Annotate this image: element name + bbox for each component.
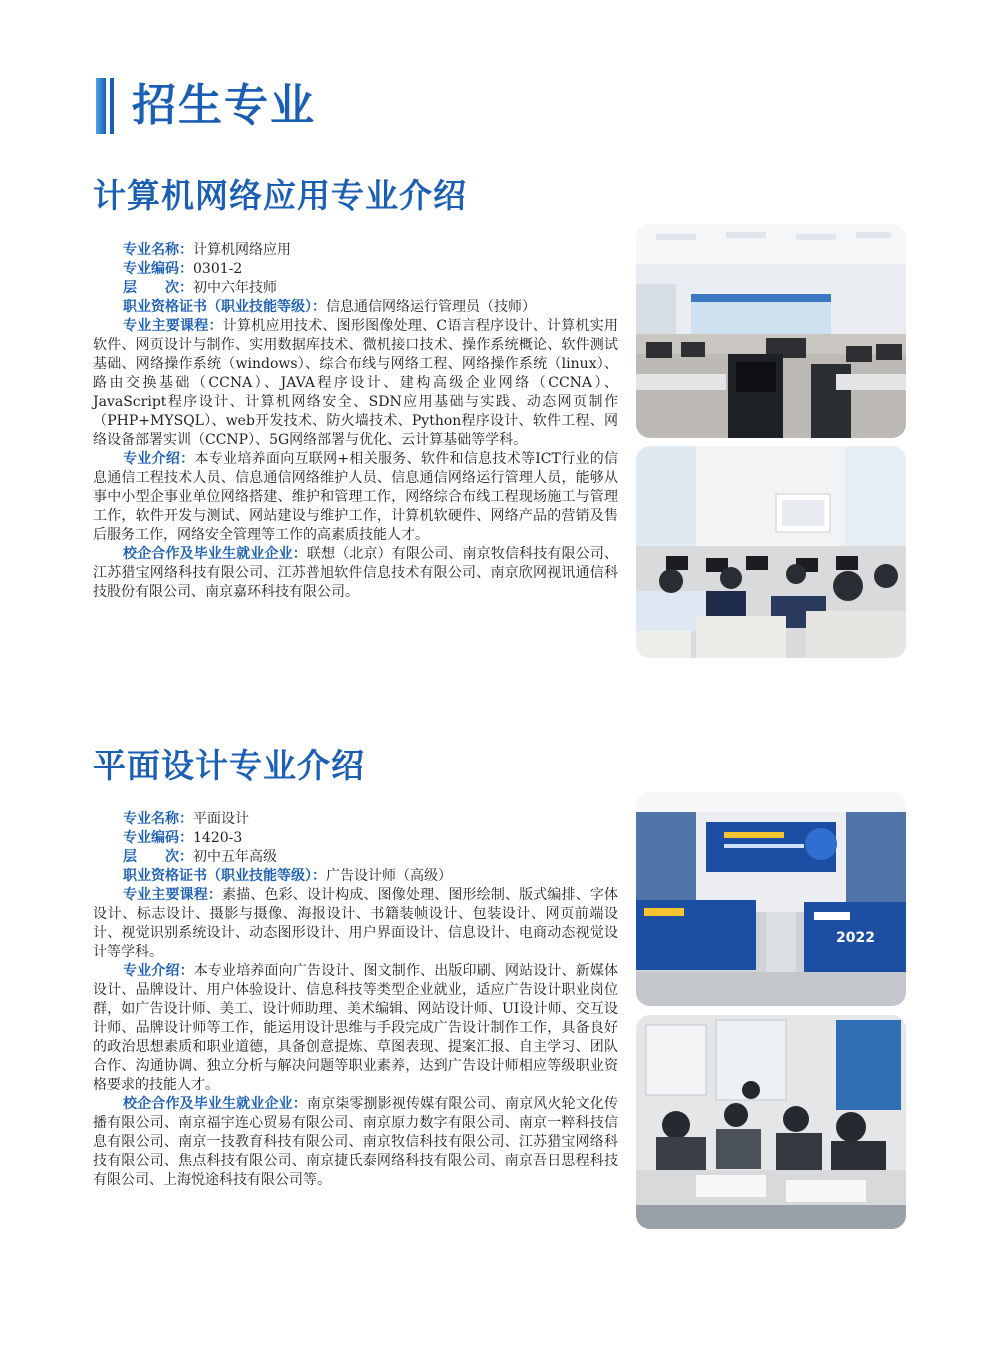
section-title-graphic-design: 平面设计专业介绍 (93, 746, 365, 785)
major-code-row (93, 260, 618, 279)
major-intro-para (93, 450, 618, 545)
major-courses-para (93, 886, 618, 962)
competition-hall-photo (636, 792, 906, 1006)
major-level-row (93, 279, 618, 298)
major-partners-value: 南京柒零捌影视传媒有限公司、南京风火轮文化传播有限公司、南京福宇连心贸易有限公司、南京原力数字有限公司、南京一粹科技信息有限公司、南京一技教育科技有限公司、南京牧信科技有限公司、江苏猎宝网络科技有限公司、焦点科技有限公司、南京捷氏泰网络科技有限公司、南京吾日思程科技有限公司、上海悦途科技有限公司等。 (93, 1096, 619, 1188)
major-intro-label: 专业介绍： (123, 963, 194, 979)
students-drawing-image (636, 1015, 906, 1229)
major-cert-label: 职业资格证书（职业技能等级）： (123, 868, 326, 884)
header-accent-bar-thin (110, 78, 114, 134)
major-courses-value: 素描、色彩、设计构成、图像处理、图形绘制、版式编排、字体设计、标志设计、摄影与摄像、海报设计、书籍装帧设计、包装设计、网页前端设计、视觉识别系统设计、动态图形设计、用户界面设计、信息设计、电商动态视觉设计等学科。 (93, 887, 619, 960)
major-name-label: 专业名称： (123, 811, 193, 827)
competition-hall-image (636, 792, 906, 1006)
major-cert-value: 广告设计师（高级） (326, 868, 452, 884)
section-info-graphic-design (93, 810, 618, 1190)
major-level-label: 层 次： (123, 849, 193, 865)
students-drawing-photo (636, 1015, 906, 1229)
major-courses-value: 计算机应用技术、图形图像处理、C语言程序设计、计算机实用软件、网页设计与制作、实用数据库技术、微机接口技术、操作系统概论、软件测试基础、网络操作系统（windows）、综合布线与网络工程、网络操作系统（linux）、路由交换基础（CCNA）、JAVA程序设计、建构高级企业网络（CCNA）、JavaScript程序设计、计算机网络安全、SDN应用基础与实践、动态网页制作（PHP+MYSQL）、web开发技术、防火墙技术、Python程序设计、软件工程、网络设备部署实训（CCNP）、5G网络部署与优化、云计算基础等学科。 (93, 318, 619, 448)
section-title-network: 计算机网络应用专业介绍 (93, 176, 467, 215)
section-info-network (93, 241, 618, 602)
major-name-row (93, 241, 618, 260)
major-name-value: 计算机网络应用 (193, 242, 291, 258)
major-name-row (93, 810, 618, 829)
major-partners-value: 联想（北京）有限公司、南京牧信科技有限公司、江苏猎宝网络科技有限公司、江苏普旭软件信息技术有限公司、南京欣网视讯通信科技股份有限公司、南京嘉环科技有限公司。 (93, 546, 619, 600)
major-cert-label: 职业资格证书（职业技能等级）： (123, 299, 326, 315)
major-name-value: 平面设计 (193, 811, 249, 827)
major-code-value: 1420-3 (193, 830, 243, 846)
major-courses-label: 专业主要课程： (123, 887, 223, 903)
major-cert-value: 信息通信网络运行管理员（技师） (326, 299, 536, 315)
major-cert-row (93, 298, 618, 317)
major-intro-value: 本专业培养面向互联网+相关服务、软件和信息技术等ICT行业的信息通信工程技术人员、信息通信网络维护人员、信息通信网络运行管理人员，能够从事中小型企事业单位网络搭建、维护和管理工作，网络综合布线工程现场施工与管理工作，软件开发与测试、网站建设与维护工作，计算机软硬件、网络产品的营销及售后服务工作，网络安全管理等工作的高素质技能人才。 (93, 451, 618, 543)
major-level-label: 层 次： (123, 280, 193, 296)
major-level-value: 初中五年高级 (193, 849, 277, 865)
classroom-computer-lab-photo (636, 224, 906, 438)
major-level-row (93, 848, 618, 867)
major-code-label: 专业编码： (123, 830, 193, 846)
page-title: 招生专业 (132, 80, 316, 131)
major-intro-value: 本专业培养面向广告设计、图文制作、出版印刷、网站设计、新媒体设计、品牌设计、用户体验设计、信息科技等类型企业就业，适应广告设计职业岗位群，如广告设计师、美工、设计师助理、美术编辑、网站设计师、UI设计师、交互设计师、品牌设计师等工作，能运用设计思维与手段完成广告设计制作工作，具备良好的政治思想素质和职业道德，具备创意提炼、草图表现、提案汇报、自主学习、团队合作、沟通协调、独立分析与解决问题等职业素养，达到广告设计师相应等级职业资格要求的技能人才。 (93, 963, 619, 1093)
students-in-lab-photo (636, 446, 906, 658)
major-code-value: 0301-2 (193, 261, 243, 277)
major-courses-para (93, 317, 618, 450)
major-partners-para (93, 545, 618, 602)
major-code-label: 专业编码： (123, 261, 193, 277)
major-partners-label: 校企合作及毕业生就业企业： (123, 546, 307, 562)
major-cert-row (93, 867, 618, 886)
banner-year-text: 2022 (836, 930, 875, 946)
students-in-lab-image (636, 446, 906, 658)
classroom-computer-lab-image (636, 224, 906, 438)
major-partners-para (93, 1095, 618, 1190)
major-partners-label: 校企合作及毕业生就业企业： (123, 1096, 307, 1112)
major-intro-para (93, 962, 618, 1095)
major-courses-label: 专业主要课程： (123, 318, 223, 334)
major-code-row (93, 829, 618, 848)
major-level-value: 初中六年技师 (193, 280, 277, 296)
major-intro-label: 专业介绍： (123, 451, 195, 467)
header-accent-bar (96, 78, 106, 134)
major-name-label: 专业名称： (123, 242, 193, 258)
